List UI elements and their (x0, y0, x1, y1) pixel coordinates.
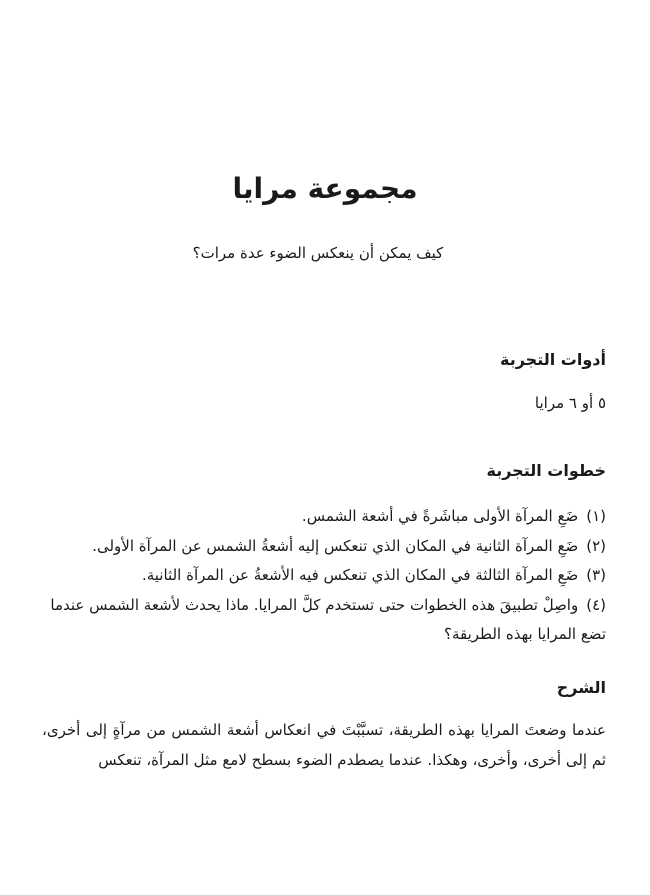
materials-heading: أدوات التجربة (500, 350, 606, 369)
step-text: ضَعِ المرآة الثالثة في المكان الذي تنعكس فيه الأشعةُ عن المرآة الثانية. (141, 566, 579, 584)
page-subtitle: كيف يمكن أن ينعكس الضوء عدة مرات؟ (192, 244, 444, 262)
explanation-text: عندما وضعتَ المرايا بهذه الطريقة، تسبَّبْتَ في انعكاس أشعة الشمس من مرآةٍ إلى أخرى، ثم إلى أخرى، وأخرى، وهكذا. عندما يصطدم الضوء بسطح لامع مثل المرآة، تنعكس (42, 721, 606, 769)
materials-text: ٥ أو ٦ مرايا (534, 394, 606, 412)
step-number: (٣) (586, 566, 606, 584)
step-item (42, 532, 606, 562)
steps-heading: خطوات التجربة (486, 461, 606, 480)
step-number: (٢) (586, 536, 606, 555)
step-item (42, 502, 606, 532)
step-text: واصِلْ تطبيقَ هذه الخطوات حتى تستخدم كلَّ المرايا. ماذا يحدث لأشعة الشمس عندما تضع المرايا بهذه الطريقة؟ (50, 595, 606, 643)
explanation-heading: الشرح (556, 678, 606, 697)
step-item (42, 561, 606, 591)
step-text: ضَعِ المرآة الأولى مباشَرةً في أشعة الشمس. (301, 507, 579, 525)
page-title: مجموعة مرايا (232, 172, 418, 205)
step-text: ضَعِ المرآة الثانية في المكان الذي تنعكس إليه أشعةُ الشمس عن المرآة الأولى. (92, 536, 579, 555)
steps-list (42, 502, 606, 650)
step-number: (١) (586, 507, 606, 525)
step-number: (٤) (586, 595, 606, 614)
step-item (42, 591, 606, 650)
